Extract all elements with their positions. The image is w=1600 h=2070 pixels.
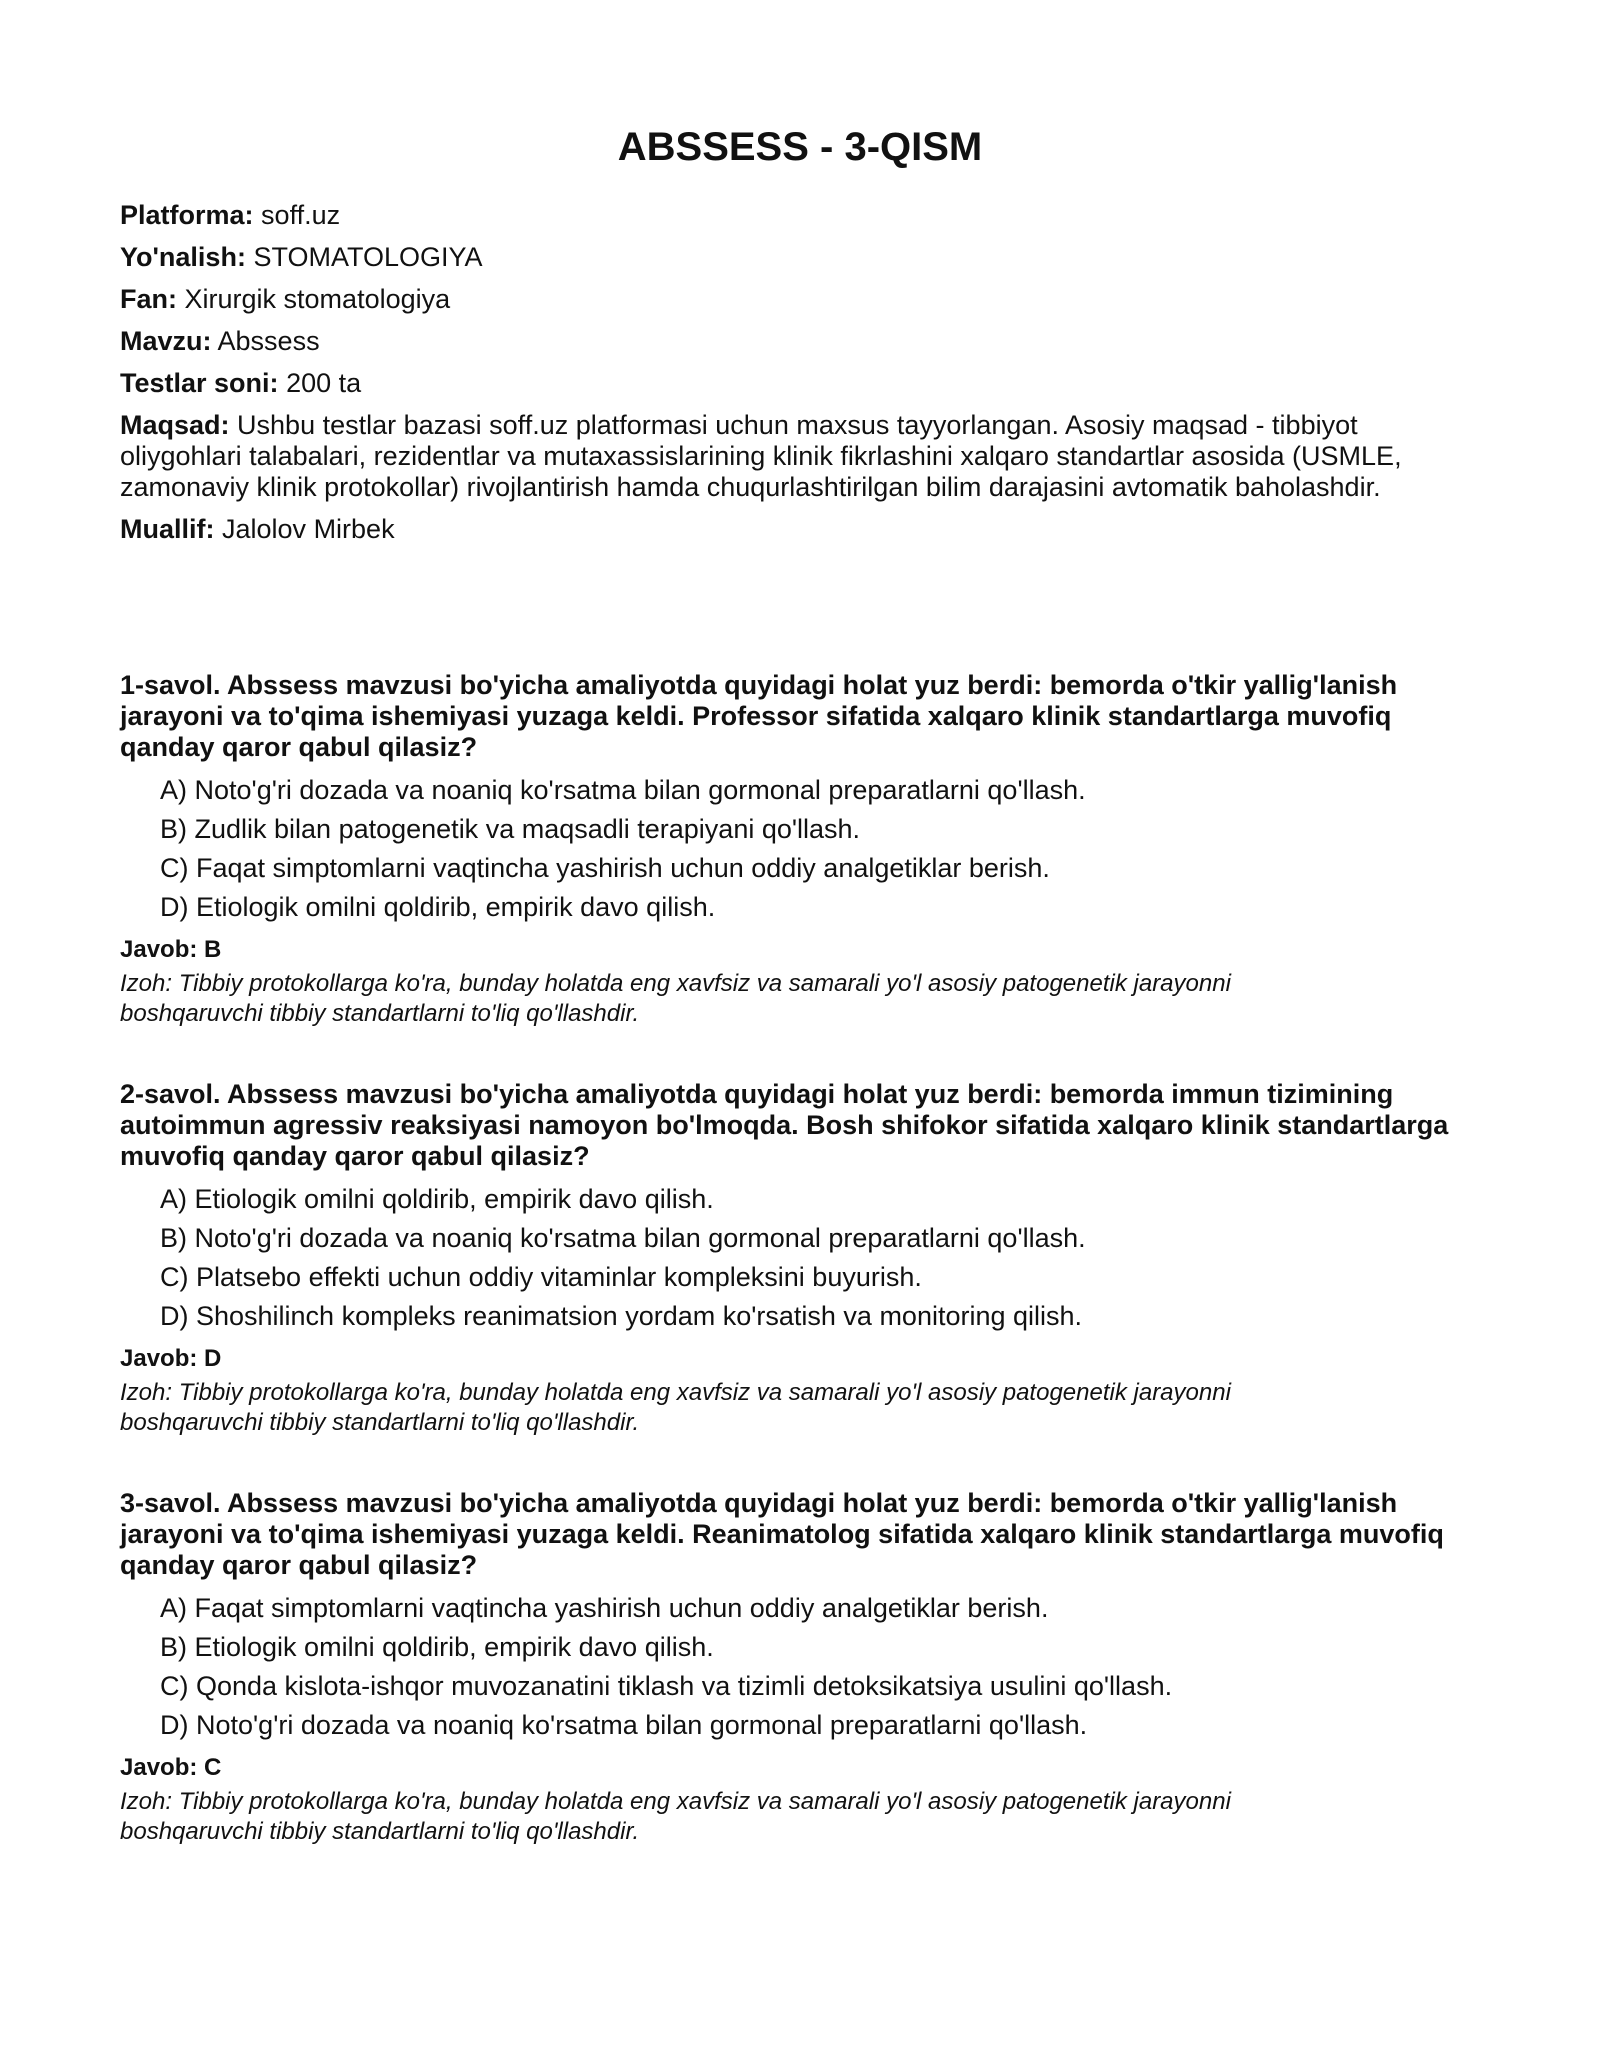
question-list [120,670,1480,1897]
meta-key: Muallif: [120,514,215,544]
explanation-text: Izoh: Tibbiy protokollarga ko'ra, bunday holatda eng xavfsiz va samarali yo'l asosiy patogenetik jarayonni boshqaruvchi tibbiy standartlarni to'liq qo'llashdir. [120,970,1231,1027]
meta-key: Maqsad: [120,410,230,440]
meta-test-count [120,368,1480,399]
meta-platform [120,200,1480,231]
option-a: A) Noto'g'ri dozada va noaniq ko'rsatma bilan gormonal preparatlarni qo'llash. [160,775,1086,805]
option-d: D) Shoshilinch kompleks reanimatsion yordam ko'rsatish va monitoring qilish. [160,1301,1083,1331]
meta-direction [120,242,1480,273]
question-text: 2-savol. Abssess mavzusi bo'yicha amaliyotda quyidagi holat yuz berdi: bemorda immun tizimining autoimmun agressiv reaksiyasi namoyon bo'lmoqda. Bosh shifokor sifatida xalqaro klinik standartlarga muvofiq qanday qaror qabul qilasiz? [120,1079,1449,1171]
explanation-text: Izoh: Tibbiy protokollarga ko'ra, bunday holatda eng xavfsiz va samarali yo'l asosiy patogenetik jarayonni boshqaruvchi tibbiy standartlarni to'liq qo'llashdir. [120,1788,1231,1845]
meta-value: STOMATOLOGIYA [253,242,483,272]
option-list [120,1593,1480,1741]
option-d: D) Etiologik omilni qoldirib, empirik davo qilish. [160,892,716,922]
option-b: B) Etiologik omilni qoldirib, empirik davo qilish. [160,1632,714,1662]
meta-key: Platforma: [120,200,254,230]
meta-key: Fan: [120,284,177,314]
meta-value: 200 ta [286,368,362,398]
document-metadata [120,200,1480,556]
option-d: D) Noto'g'ri dozada va noaniq ko'rsatma bilan gormonal preparatlarni qo'llash. [160,1710,1088,1740]
option-a: A) Etiologik omilni qoldirib, empirik davo qilish. [160,1184,714,1214]
meta-subject [120,284,1480,315]
meta-key: Mavzu: [120,326,212,356]
option-list [120,775,1480,923]
meta-value: Xirurgik stomatologiya [184,284,451,314]
option-c: C) Faqat simptomlarni vaqtincha yashirish uchun oddiy analgetiklar berish. [160,853,1050,883]
meta-value: Jalolov Mirbek [222,514,395,544]
question-text: 1-savol. Abssess mavzusi bo'yicha amaliyotda quyidagi holat yuz berdi: bemorda o'tkir yallig'lanish jarayoni va to'qima ishemiyasi yuzaga keldi. Professor sifatida xalqaro klinik standartlarga muvofiq qanday qaror qabul qilasiz? [120,670,1398,762]
meta-value: Ushbu testlar bazasi soff.uz platformasi uchun maxsus tayyorlangan. Asosiy maqsad - tibbiyot oliygohlari talabalari, rezidentlar va mutaxassislarining klinik fikrlashini xalqaro standartlar asosida (USMLE, zamonaviy klinik protokollar) rivojlantirish hamda chuqurlashtirilgan bilim darajasini avtomatik baholashdir. [120,410,1402,502]
question-block [120,670,1480,1029]
answer-label: Javob: C [120,1754,222,1781]
question-block [120,1488,1480,1847]
answer-label: Javob: D [120,1345,222,1372]
question-text: 3-savol. Abssess mavzusi bo'yicha amaliyotda quyidagi holat yuz berdi: bemorda o'tkir yallig'lanish jarayoni va to'qima ishemiyasi yuzaga keldi. Reanimatolog sifatida xalqaro klinik standartlarga muvofiq qanday qaror qabul qilasiz? [120,1488,1444,1580]
option-list [120,1184,1480,1332]
option-c: C) Qonda kislota-ishqor muvozanatini tiklash va tizimli detoksikatsiya usulini qo'llash. [160,1671,1173,1701]
meta-key: Yo'nalish: [120,242,246,272]
answer-label: Javob: B [120,936,222,963]
meta-author [120,514,1480,545]
option-b: B) Zudlik bilan patogenetik va maqsadli terapiyani qo'llash. [160,814,861,844]
meta-value: soff.uz [261,200,341,230]
meta-key: Testlar soni: [120,368,279,398]
option-c: C) Platsebo effekti uchun oddiy vitaminlar kompleksini buyurish. [160,1262,922,1292]
meta-value: Abssess [217,326,320,356]
document-title: ABSSESS - 3-QISM [617,125,983,169]
option-a: A) Faqat simptomlarni vaqtincha yashirish uchun oddiy analgetiklar berish. [160,1593,1049,1623]
explanation-text: Izoh: Tibbiy protokollarga ko'ra, bunday holatda eng xavfsiz va samarali yo'l asosiy patogenetik jarayonni boshqaruvchi tibbiy standartlarni to'liq qo'llashdir. [120,1379,1231,1436]
meta-purpose [120,410,1480,503]
question-block [120,1079,1480,1438]
option-b: B) Noto'g'ri dozada va noaniq ko'rsatma bilan gormonal preparatlarni qo'llash. [160,1223,1086,1253]
meta-topic [120,326,1480,357]
